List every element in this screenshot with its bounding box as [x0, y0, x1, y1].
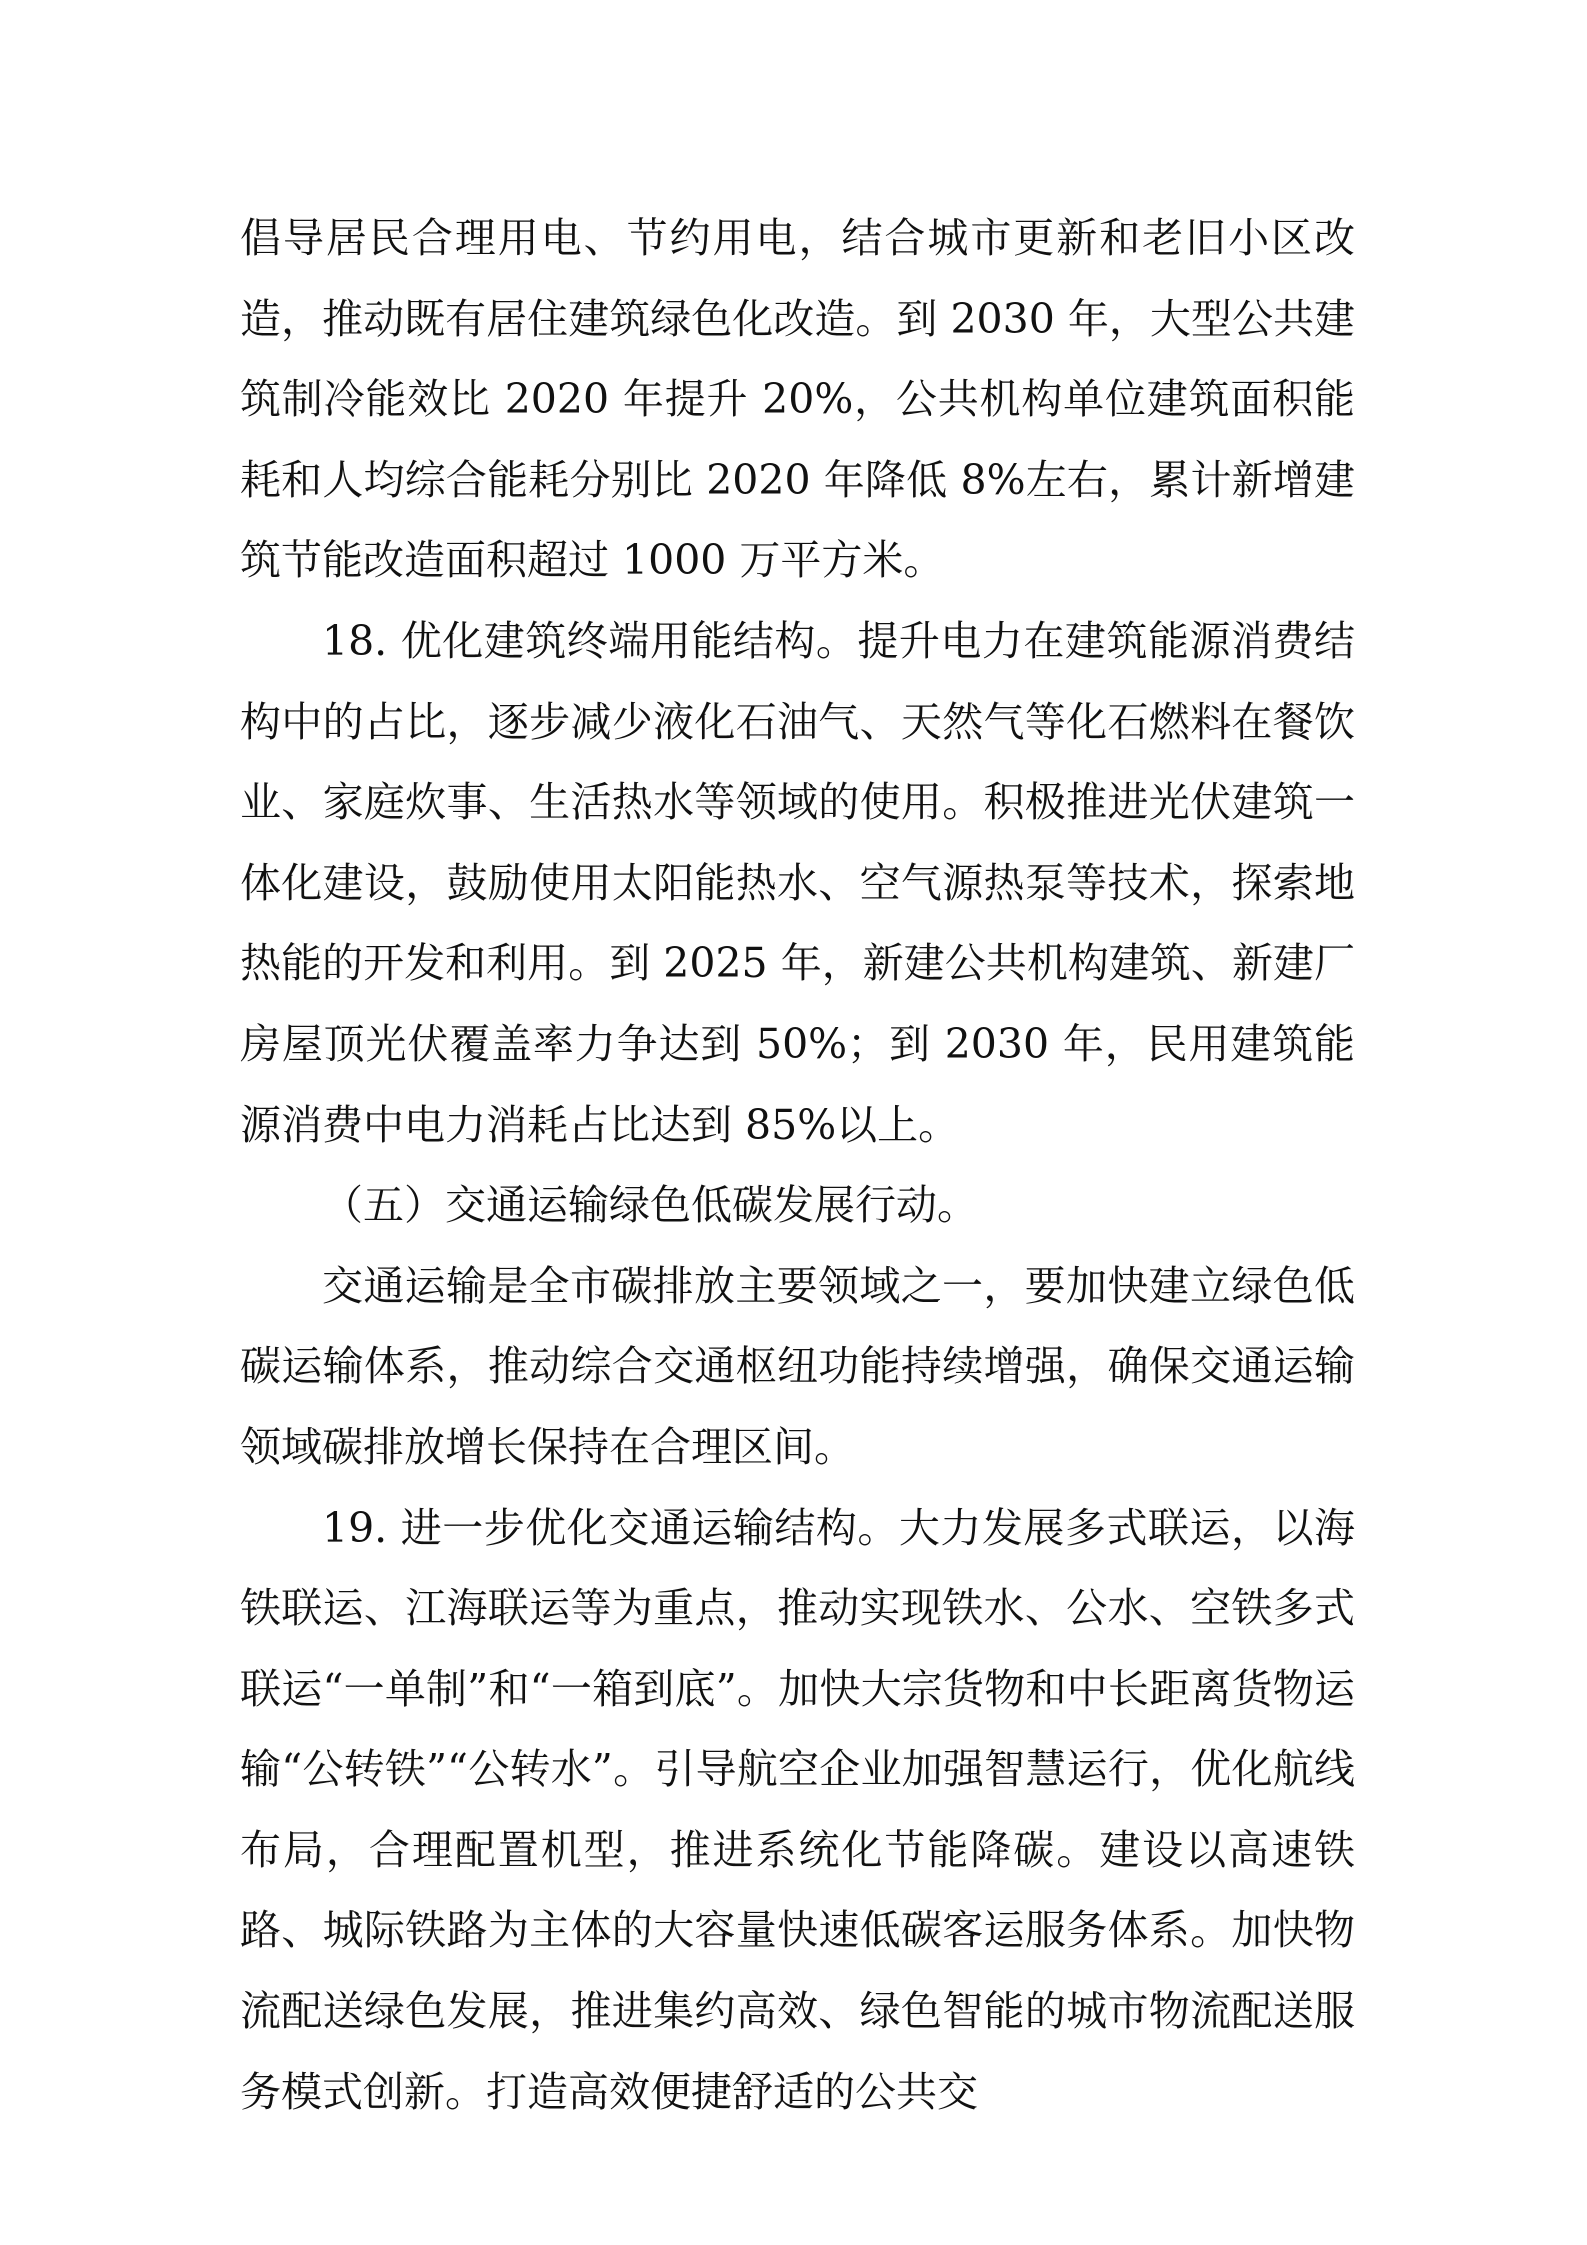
paragraph-item-19: 19. 进一步优化交通运输结构。大力发展多式联运，以海铁联运、江海联运等为重点，推动实现铁水、公水、空铁多式联运“一单制”和“一箱到底”。加快大宗货物和中长距离货物运输“公转铁”“公转水”。引导航空企业加强智慧运行，优化航线布局，合理配置机型，推进系统化节能降碳。建设以高速铁路、城际铁路为主体的大容量快速低碳客运服务体系。加快物流配送绿色发展，推进集约高效、绿色智能的城市物流配送服务模式创新。打造高效便捷舒适的公共交 [240, 1503, 1355, 2116]
paragraph-transport-intro: 交通运输是全市碳排放主要领域之一，要加快建立绿色低碳运输体系，推动综合交通枢纽功能持续增强，确保交通运输领域碳排放增长保持在合理区间。 [240, 1261, 1355, 1471]
document-body [240, 198, 1355, 2132]
paragraph-item-18: 18. 优化建筑终端用能结构。提升电力在建筑能源消费结构中的占比，逐步减少液化石油气、天然气等化石燃料在餐饮业、家庭炊事、生活热水等领域的使用。积极推进光伏建筑一体化建设，鼓励使用太阳能热水、空气源热泵等技术，探索地热能的开发和利用。到 2025 年，新建公共机构建筑、新建厂房屋顶光伏覆盖率力争达到 50%；到 2030 年，民用建筑能源消费中电力消耗占比达到 85%以上。 [240, 616, 1355, 1149]
paragraph-continuation: 倡导居民合理用电、节约用电，结合城市更新和老旧小区改造，推动既有居住建筑绿色化改造。到 2030 年，大型公共建筑制冷能效比 2020 年提升 20%，公共机构单位建筑面积能耗和人均综合能耗分别比 2020 年降低 8%左右，累计新增建筑节能改造面积超过 1000 万平方米。 [240, 214, 1355, 585]
section-heading-5: （五）交通运输绿色低碳发展行动。 [322, 1181, 978, 1230]
